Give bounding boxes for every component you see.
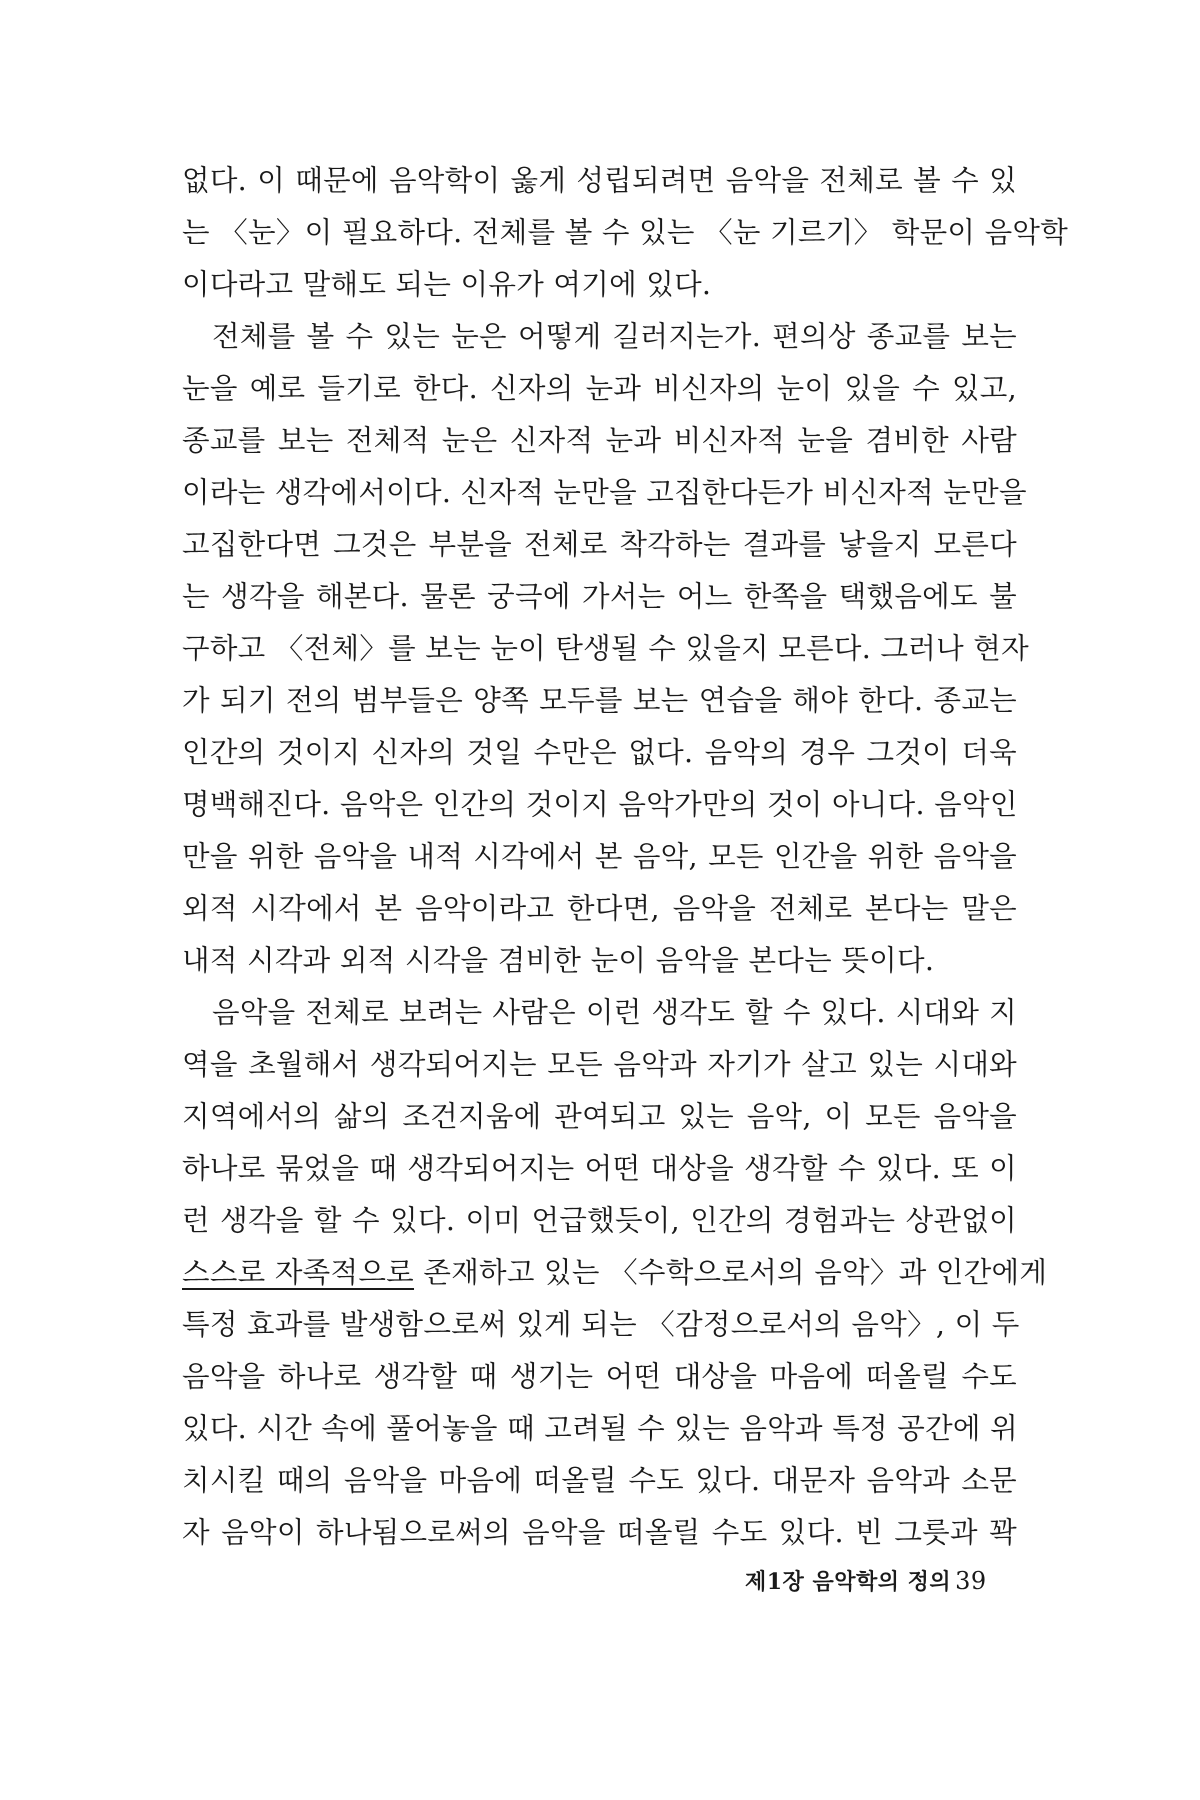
text-line-23: 특정 효과를 발생함으로써 있게 되는 〈감정으로서의 음악〉, 이 두 xyxy=(182,1308,1020,1341)
text-line-3: 이다라고 말해도 되는 이유가 여기에 있다. xyxy=(182,268,712,301)
text-line-11: 가 되기 전의 범부들은 양쪽 모두를 보는 연습을 해야 한다. 종교는 xyxy=(182,684,1017,717)
text-line-17: 음악을 전체로 보려는 사람은 이런 생각도 할 수 있다. 시대와 지 xyxy=(212,996,1017,1029)
underlined-phrase: 스스로 자족적으로 xyxy=(182,1256,415,1289)
text-line-10: 구하고 〈전체〉를 보는 눈이 탄생될 수 있을지 모른다. 그러나 현자 xyxy=(182,632,1029,665)
text-line-21: 런 생각을 할 수 있다. 이미 언급했듯이, 인간의 경험과는 상관없이 xyxy=(182,1204,1017,1237)
text-line-8: 고집한다면 그것은 부분을 전체로 착각하는 결과를 낳을지 모른다 xyxy=(182,528,1017,561)
page-number: 39 xyxy=(955,1567,987,1595)
chapter-title: 제1장 음악학의 정의 xyxy=(745,1569,952,1595)
text-line-12: 인간의 것이지 신자의 것일 수만은 없다. 음악의 경우 그것이 더욱 xyxy=(182,736,1017,769)
text-line-27: 자 음악이 하나됨으로써의 음악을 떠올릴 수도 있다. 빈 그릇과 꽉 xyxy=(182,1516,1017,1549)
text-line-13: 명백해진다. 음악은 인간의 것이지 음악가만의 것이 아니다. 음악인 xyxy=(182,788,1018,821)
text-line-1: 없다. 이 때문에 음악학이 옳게 성립되려면 음악을 전체로 볼 수 있 xyxy=(182,164,1017,197)
text-line-26: 치시킬 때의 음악을 마음에 떠올릴 수도 있다. 대문자 음악과 소문 xyxy=(182,1464,1017,1497)
running-footer xyxy=(745,1566,987,1597)
text-line-4: 전체를 볼 수 있는 눈은 어떻게 길러지는가. 편의상 종교를 보는 xyxy=(212,320,1017,353)
text-line-5: 눈을 예로 들기로 한다. 신자의 눈과 비신자의 눈이 있을 수 있고, xyxy=(182,372,1017,405)
text-line-16: 내적 시각과 외적 시각을 겸비한 눈이 음악을 본다는 뜻이다. xyxy=(182,944,935,977)
text-line-6: 종교를 보는 전체적 눈은 신자적 눈과 비신자적 눈을 겸비한 사람 xyxy=(182,424,1017,457)
body-text xyxy=(182,155,1069,1559)
text-line-7: 이라는 생각에서이다. 신자적 눈만을 고집한다든가 비신자적 눈만을 xyxy=(182,476,1027,509)
text-line-20: 하나로 묶었을 때 생각되어지는 어떤 대상을 생각할 수 있다. 또 이 xyxy=(182,1152,1017,1185)
text-line-18: 역을 초월해서 생각되어지는 모든 음악과 자기가 살고 있는 시대와 xyxy=(182,1048,1017,1081)
text-line-2: 는 〈눈〉이 필요하다. 전체를 볼 수 있는 〈눈 기르기〉 학문이 음악학 xyxy=(182,216,1069,249)
text-line-15: 외적 시각에서 본 음악이라고 한다면, 음악을 전체로 본다는 말은 xyxy=(182,892,1017,925)
text-line-25: 있다. 시간 속에 풀어놓을 때 고려될 수 있는 음악과 특정 공간에 위 xyxy=(182,1412,1018,1445)
text-line-24: 음악을 하나로 생각할 때 생기는 어떤 대상을 마음에 떠올릴 수도 xyxy=(182,1360,1017,1393)
text-line-9: 는 생각을 해본다. 물론 궁극에 가서는 어느 한쪽을 택했음에도 불 xyxy=(182,580,1017,613)
text-line-22-rest: 존재하고 있는 〈수학으로서의 음악〉과 인간에게 xyxy=(414,1256,1048,1289)
text-line-14: 만을 위한 음악을 내적 시각에서 본 음악, 모든 인간을 위한 음악을 xyxy=(182,840,1017,873)
text-line-22 xyxy=(182,1247,1048,1299)
text-line-19: 지역에서의 삶의 조건지움에 관여되고 있는 음악, 이 모든 음악을 xyxy=(182,1100,1017,1133)
